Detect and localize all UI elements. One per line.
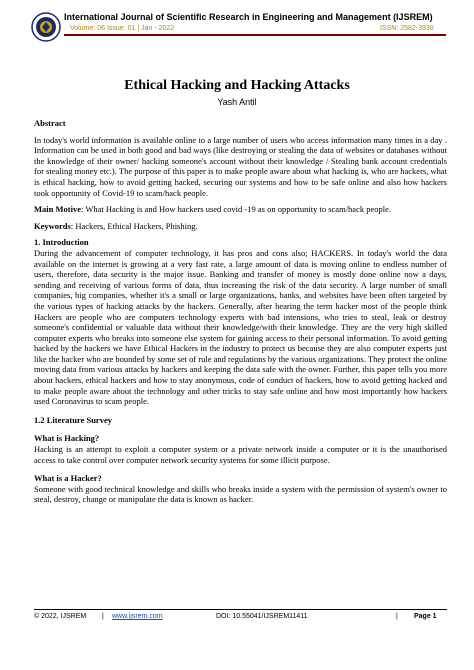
introduction-text: During the advancement of computer technology, it has pros and cons also; HACKERS. In today's world the data available on the internet is growing at a very fast rate, a large amount of data is moving online to endless number of users, therefore, data security is the major issue. Banking and transfer of money is mostly done online now a days, sending and receiving of various forms of data, thus increasing the risk of the data security. A large number of small companies, big companies, whether it's a small or large organizations, banks, and websites have been often targeted by the various types of hacking attacks by the hackers. Generally, after hearing the term hacker most of the people think Hackers are people who are computers technology experts with bad intensions, who tries to steal, leak or destroy someone's confidential or valuable data without their knowledge/with their knowledge. They are the very high skilled computer experts who breaks into someone else system for gaining access to their personal information. To avoid getting hacked by the hackers we have Ethical Hackers in the industry to protect us because they are also computer experts just like the hacker who are bounded by some set of rule and regulations by the various organizations. They protect the online moving data from various attacks by hackers and keeping the data safe with the owner. Further, this paper tells you more about hackers, ethical hackers and how to stay anonymous, code of conduct of hackers, how to avoid getting hacked and to make people aware about the technology and other tricks to stay safe online and how most importantly how hackers used Coronavirus to scam people.: [34, 247, 447, 407]
footer-rule: [34, 609, 447, 610]
journal-logo-icon: [31, 12, 61, 42]
what-hacking-heading: What is Hacking?: [34, 433, 100, 444]
what-hacker-heading: What is a Hacker?: [34, 473, 102, 484]
footer-separator: |: [102, 613, 104, 620]
footer-separator: |: [396, 613, 398, 620]
abstract-text: In today's world information is available online to a large number of users who access information many times in a day . Information can be used in both good and bad ways (like destroying or stealing the data of websites or databases without the knowledge of their owner/ hacking someone's account without their knowledge / Stealing bank account credentials for stealing money etc.). The purpose of this paper is to make people aware about what hacking is, who are hackers, what is ethical hacking, how to avoid getting hacked, securing our systems and how to be safe online and also how hackers took opportunity of Covid-19 to scam/hack people.: [34, 134, 447, 198]
footer-doi: DOI: 10.55041/IJSREM11411: [216, 613, 308, 620]
footer-copyright: © 2022, IJSREM: [34, 613, 87, 620]
what-hacking-text: Hacking is an attempt to exploit a computer system or a private network inside a computer or it is the unauthorised access to take control over computer network security systems for some illicit purpose.: [34, 444, 447, 465]
abstract-heading: Abstract: [34, 118, 66, 128]
main-motive: [34, 204, 447, 215]
keywords: [34, 221, 447, 232]
introduction-heading: 1. Introduction: [34, 237, 89, 248]
issn: ISSN: 2582-3930: [380, 25, 434, 32]
keywords-text: : Hackers, Ethical Hackers, Phishing.: [70, 220, 198, 231]
literature-heading: 1.2 Literature Survey: [34, 414, 112, 425]
footer-website-link[interactable]: www.ijsrem.com: [112, 613, 163, 620]
header-rule: [64, 34, 446, 36]
what-hacker-text: Someone with good technical knowledge and skills who breaks inside a system with the permission of system's owner to steal, destroy, change or manipulate the data is known as hacker.: [34, 483, 447, 505]
paper-title: Ethical Hacking and Hacking Attacks: [124, 78, 350, 93]
main-motive-label: Main Motive: [34, 204, 81, 215]
volume-issue: Volume: 06 Issue: 01 | Jan - 2022: [70, 25, 175, 32]
paper-author: Yash Antil: [217, 97, 257, 107]
journal-title: International Journal of Scientific Research in Engineering and Management (IJSREM): [64, 12, 433, 22]
keywords-label: Keywords: [34, 220, 71, 231]
paper-body: [34, 118, 447, 505]
footer-page-number: Page 1: [414, 613, 437, 620]
main-motive-text: : What Hacking is and How hackers used covid -19 as on opportunity to scam/hack people.: [80, 204, 392, 215]
